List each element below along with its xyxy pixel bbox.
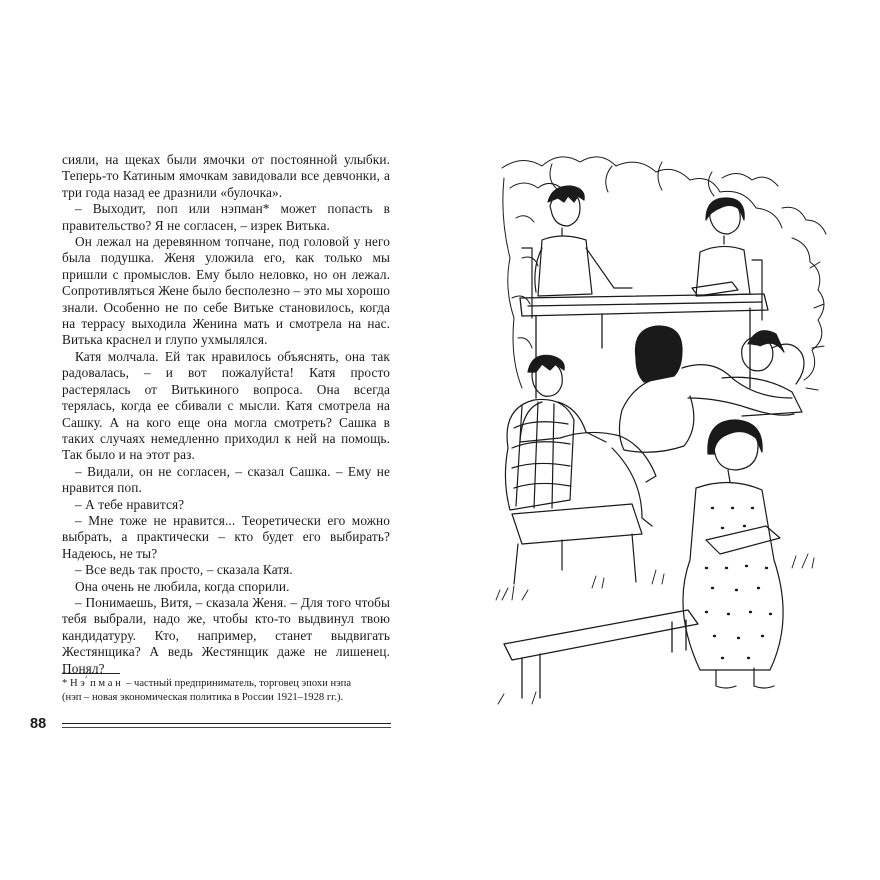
footnote-divider bbox=[62, 673, 120, 674]
paragraph: – Видали, он не согласен, – сказал Сашка. – Ему не нравится поп. bbox=[62, 463, 394, 496]
paragraph: Он лежал на деревянном топчане, под головой у него была подушка. Женя уложила его, как только мы пришли с промыслов. Ему было неловко, но он лежал. Сопротивляться Жене было бесполезно – это мы хорошо знали. Особенно не по себе Витьке становилось, когда на террасу выходила Женина мать и смотрела на нас. Витька краснел и глупо ухмылялся. bbox=[62, 234, 394, 348]
reclining-girl bbox=[619, 326, 794, 452]
back-chair bbox=[522, 248, 762, 320]
paragraph: – А тебе нравится? bbox=[75, 496, 185, 512]
paragraph: – Понимаешь, Витя, – сказала Женя. – Для того чтобы тебя выбрали, надо же, чтобы кто-то выдвинул твою кандидатуру. Кто, например, станет выдвигать Жестянщика? А ведь Жестянщик даже не лишенец. Понял? bbox=[62, 594, 394, 676]
reading-girl bbox=[683, 420, 783, 688]
paragraph: – Выходит, поп или нэпман* может попасть в правительство? Я не согласен, – изрек Витька. bbox=[62, 201, 394, 233]
footnote-line: (нэп – новая экономическая политика в России 1921–1928 гг.). bbox=[62, 691, 344, 703]
grass bbox=[496, 554, 814, 704]
page-number-rule-thin bbox=[62, 727, 391, 728]
back-boy bbox=[535, 186, 632, 296]
main-text-column bbox=[62, 152, 394, 677]
illustration-friends-on-terrace bbox=[492, 148, 836, 708]
footnote-line: * Н э ́ п м а н – частный предприниматель, торговец эпохи нэпа bbox=[62, 678, 352, 689]
dress-dots bbox=[706, 508, 771, 658]
back-girl bbox=[692, 198, 750, 296]
paragraph: – Все ведь так просто, – сказала Катя. bbox=[75, 562, 293, 578]
wicker-chair bbox=[505, 399, 642, 584]
paragraph: Катя молчала. Ей так нравилось объяснять, она так радовалась, – и вот пожалуйста! Катя просто растерялась от Витькиного вопроса. Она всегда терялась, когда ее сбивали с мысли. Катя смотрела на Сашку. А на кого еще она могла смотреть? Сашка в таких случаях немедленно приходил к ней на помощь. Так было и на этот раз. bbox=[62, 348, 394, 463]
lying-boy bbox=[722, 331, 804, 416]
page-number: 88 bbox=[30, 716, 47, 732]
footnote bbox=[62, 677, 392, 704]
chair-boy bbox=[520, 355, 656, 526]
bench bbox=[504, 610, 698, 698]
paragraph: Она очень не любила, когда спорили. bbox=[75, 578, 290, 594]
paragraph: сияли, на щеках были ямочки от постоянной улыбки. Теперь-то Катиным ямочкам завидовали все девчонки, а три года назад ее дразнили «булочка». bbox=[62, 152, 394, 200]
page-number-rule bbox=[62, 723, 391, 724]
paragraph: – Мне тоже не нравится... Теоретически его можно выбрать, а практически – кто будет его выбирать? Надеюсь, не ты? bbox=[62, 512, 394, 561]
